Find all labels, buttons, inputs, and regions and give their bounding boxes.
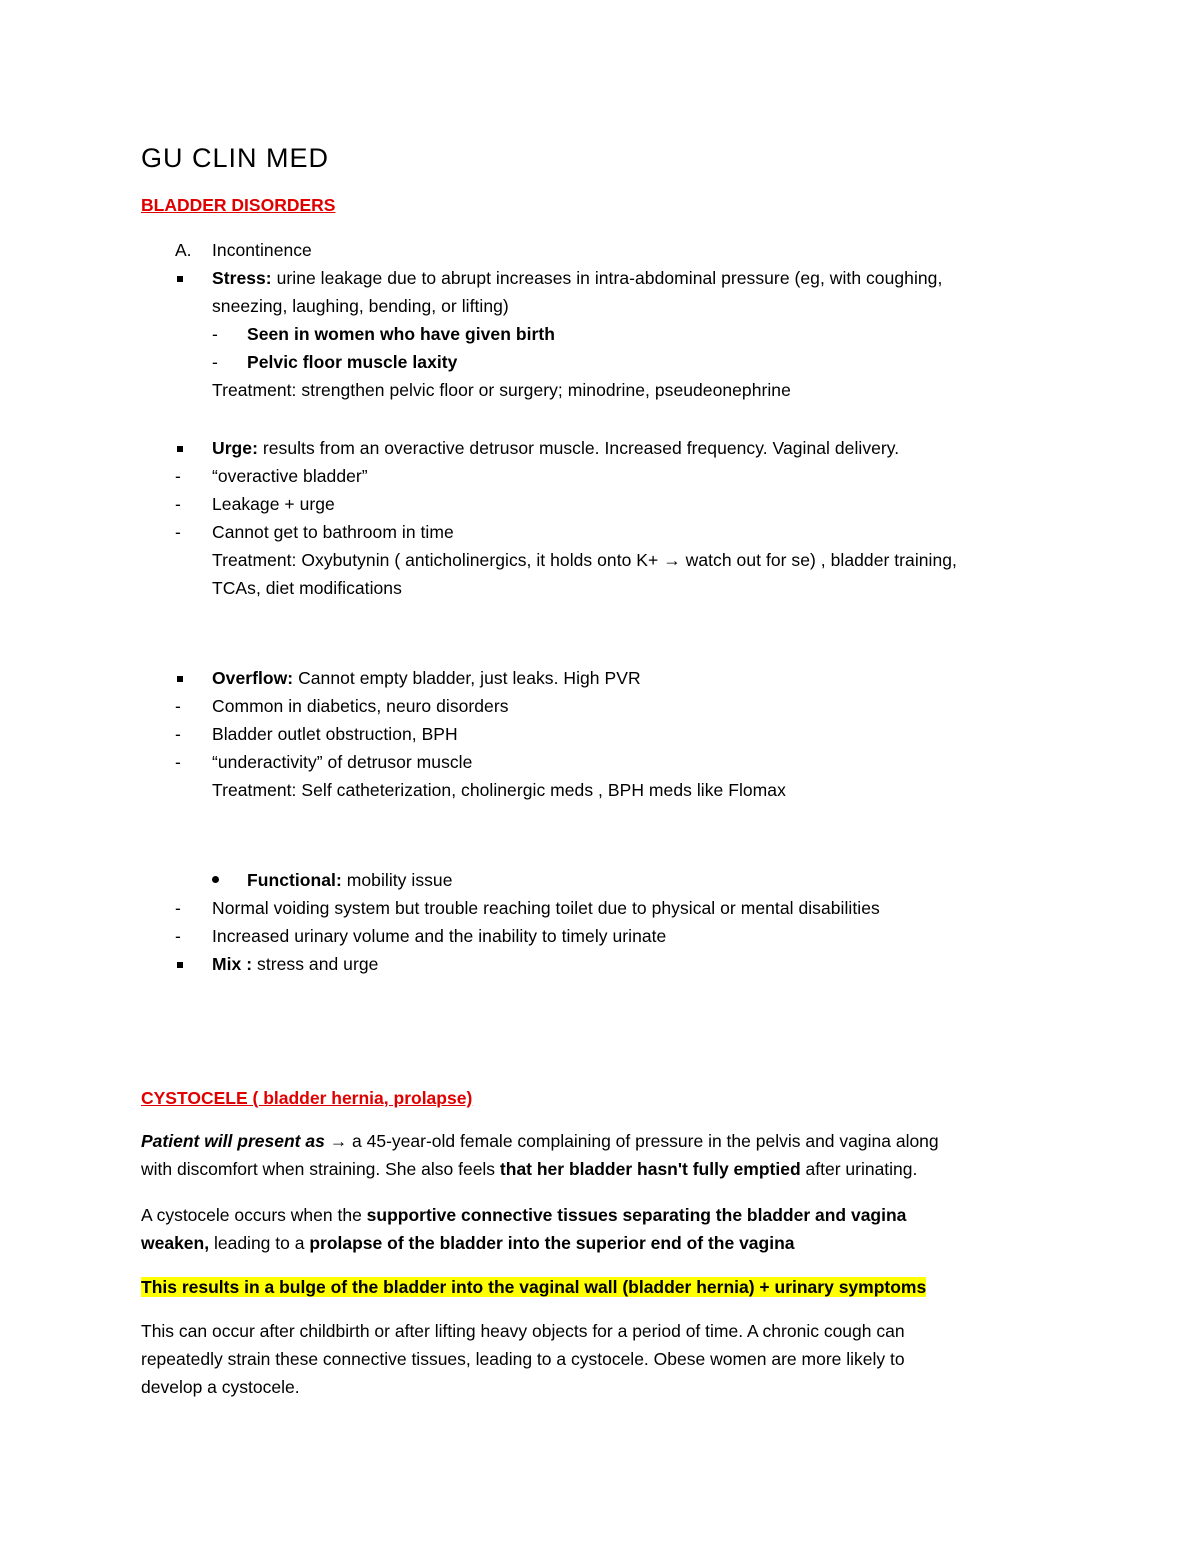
functional-line: Functional: mobility issue bbox=[247, 870, 453, 890]
right-arrow-icon: → bbox=[663, 550, 681, 570]
right-arrow-icon: → bbox=[329, 1131, 348, 1151]
functional-bullet-2: Increased urinary volume and the inability to timely urinate bbox=[212, 926, 667, 946]
dash-marker: - bbox=[212, 352, 218, 372]
causes-line-1: This can occur after childbirth or after lifting heavy objects for a period of time. A chronic cough can bbox=[141, 1321, 905, 1341]
dash-marker: - bbox=[212, 324, 218, 344]
cystocele-heading: CYSTOCELE ( bladder hernia, prolapse) bbox=[141, 1088, 473, 1108]
highlighted-statement: This results in a bulge of the bladder into the vaginal wall (bladder hernia) + urinary symptoms bbox=[141, 1277, 927, 1297]
urge-bullet-1: “overactive bladder” bbox=[212, 466, 368, 486]
urge-line: Urge: results from an overactive detrusor muscle. Increased frequency. Vaginal delivery. bbox=[212, 438, 900, 458]
causes-line-3: develop a cystocele. bbox=[141, 1377, 300, 1397]
urge-bullet-3: Cannot get to bathroom in time bbox=[212, 522, 454, 542]
urge-treatment: Treatment: Oxybutynin ( anticholinergics, it holds onto K+ → watch out for se) , bladder training, bbox=[212, 550, 957, 570]
overflow-bullet-1: Common in diabetics, neuro disorders bbox=[212, 696, 509, 716]
dash-marker: - bbox=[175, 494, 181, 514]
cystocele-definition: A cystocele occurs when the supportive connective tissues separating the bladder and vagina bbox=[141, 1205, 907, 1225]
stress-treatment: Treatment: strengthen pelvic floor or surgery; minodrine, pseudeonephrine bbox=[212, 380, 791, 400]
patient-presentation-line: Patient will present as → a 45-year-old female complaining of pressure in the pelvis and vagina along bbox=[141, 1131, 939, 1151]
document-title: GU CLIN MED bbox=[141, 143, 330, 173]
mix-line: Mix : stress and urge bbox=[212, 954, 379, 974]
functional-bullet-1: Normal voiding system but trouble reaching toilet due to physical or mental disabilities bbox=[212, 898, 880, 918]
dash-marker: - bbox=[175, 898, 181, 918]
overflow-bullet-3: “underactivity” of detrusor muscle bbox=[212, 752, 473, 772]
dash-marker: - bbox=[175, 926, 181, 946]
dash-marker: - bbox=[175, 724, 181, 744]
urge-treatment-2: TCAs, diet modifications bbox=[212, 578, 402, 598]
cystocele-definition-2: weaken, leading to a prolapse of the bladder into the superior end of the vagina bbox=[141, 1233, 795, 1253]
list-marker-a: A. bbox=[175, 240, 192, 260]
incontinence-label: Incontinence bbox=[212, 240, 312, 260]
square-bullet bbox=[177, 676, 183, 682]
dash-marker: - bbox=[175, 696, 181, 716]
stress-bullet-1: Seen in women who have given birth bbox=[247, 324, 556, 344]
urge-bullet-2: Leakage + urge bbox=[212, 494, 335, 514]
square-bullet bbox=[177, 276, 183, 282]
patient-presentation-line-2: with discomfort when straining. She also feels that her bladder hasn't fully emptied after urinating. bbox=[141, 1159, 918, 1179]
stress-bullet-2: Pelvic floor muscle laxity bbox=[247, 352, 458, 372]
overflow-treatment: Treatment: Self catheterization, cholinergic meds , BPH meds like Flomax bbox=[212, 780, 786, 800]
bladder-disorders-heading: BLADDER DISORDERS bbox=[141, 195, 336, 215]
causes-line-2: repeatedly strain these connective tissues, leading to a cystocele. Obese women are more likely to bbox=[141, 1349, 905, 1369]
overflow-bullet-2: Bladder outlet obstruction, BPH bbox=[212, 724, 458, 744]
dash-marker: - bbox=[175, 522, 181, 542]
square-bullet bbox=[177, 446, 183, 452]
stress-line-2: sneezing, laughing, bending, or lifting) bbox=[212, 296, 509, 316]
stress-line: Stress: urine leakage due to abrupt increases in intra-abdominal pressure (eg, with coughing, bbox=[212, 268, 943, 288]
overflow-line: Overflow: Cannot empty bladder, just leaks. High PVR bbox=[212, 668, 641, 688]
dash-marker: - bbox=[175, 752, 181, 772]
square-bullet bbox=[177, 962, 183, 968]
round-bullet bbox=[212, 876, 219, 883]
dash-marker: - bbox=[175, 466, 181, 486]
